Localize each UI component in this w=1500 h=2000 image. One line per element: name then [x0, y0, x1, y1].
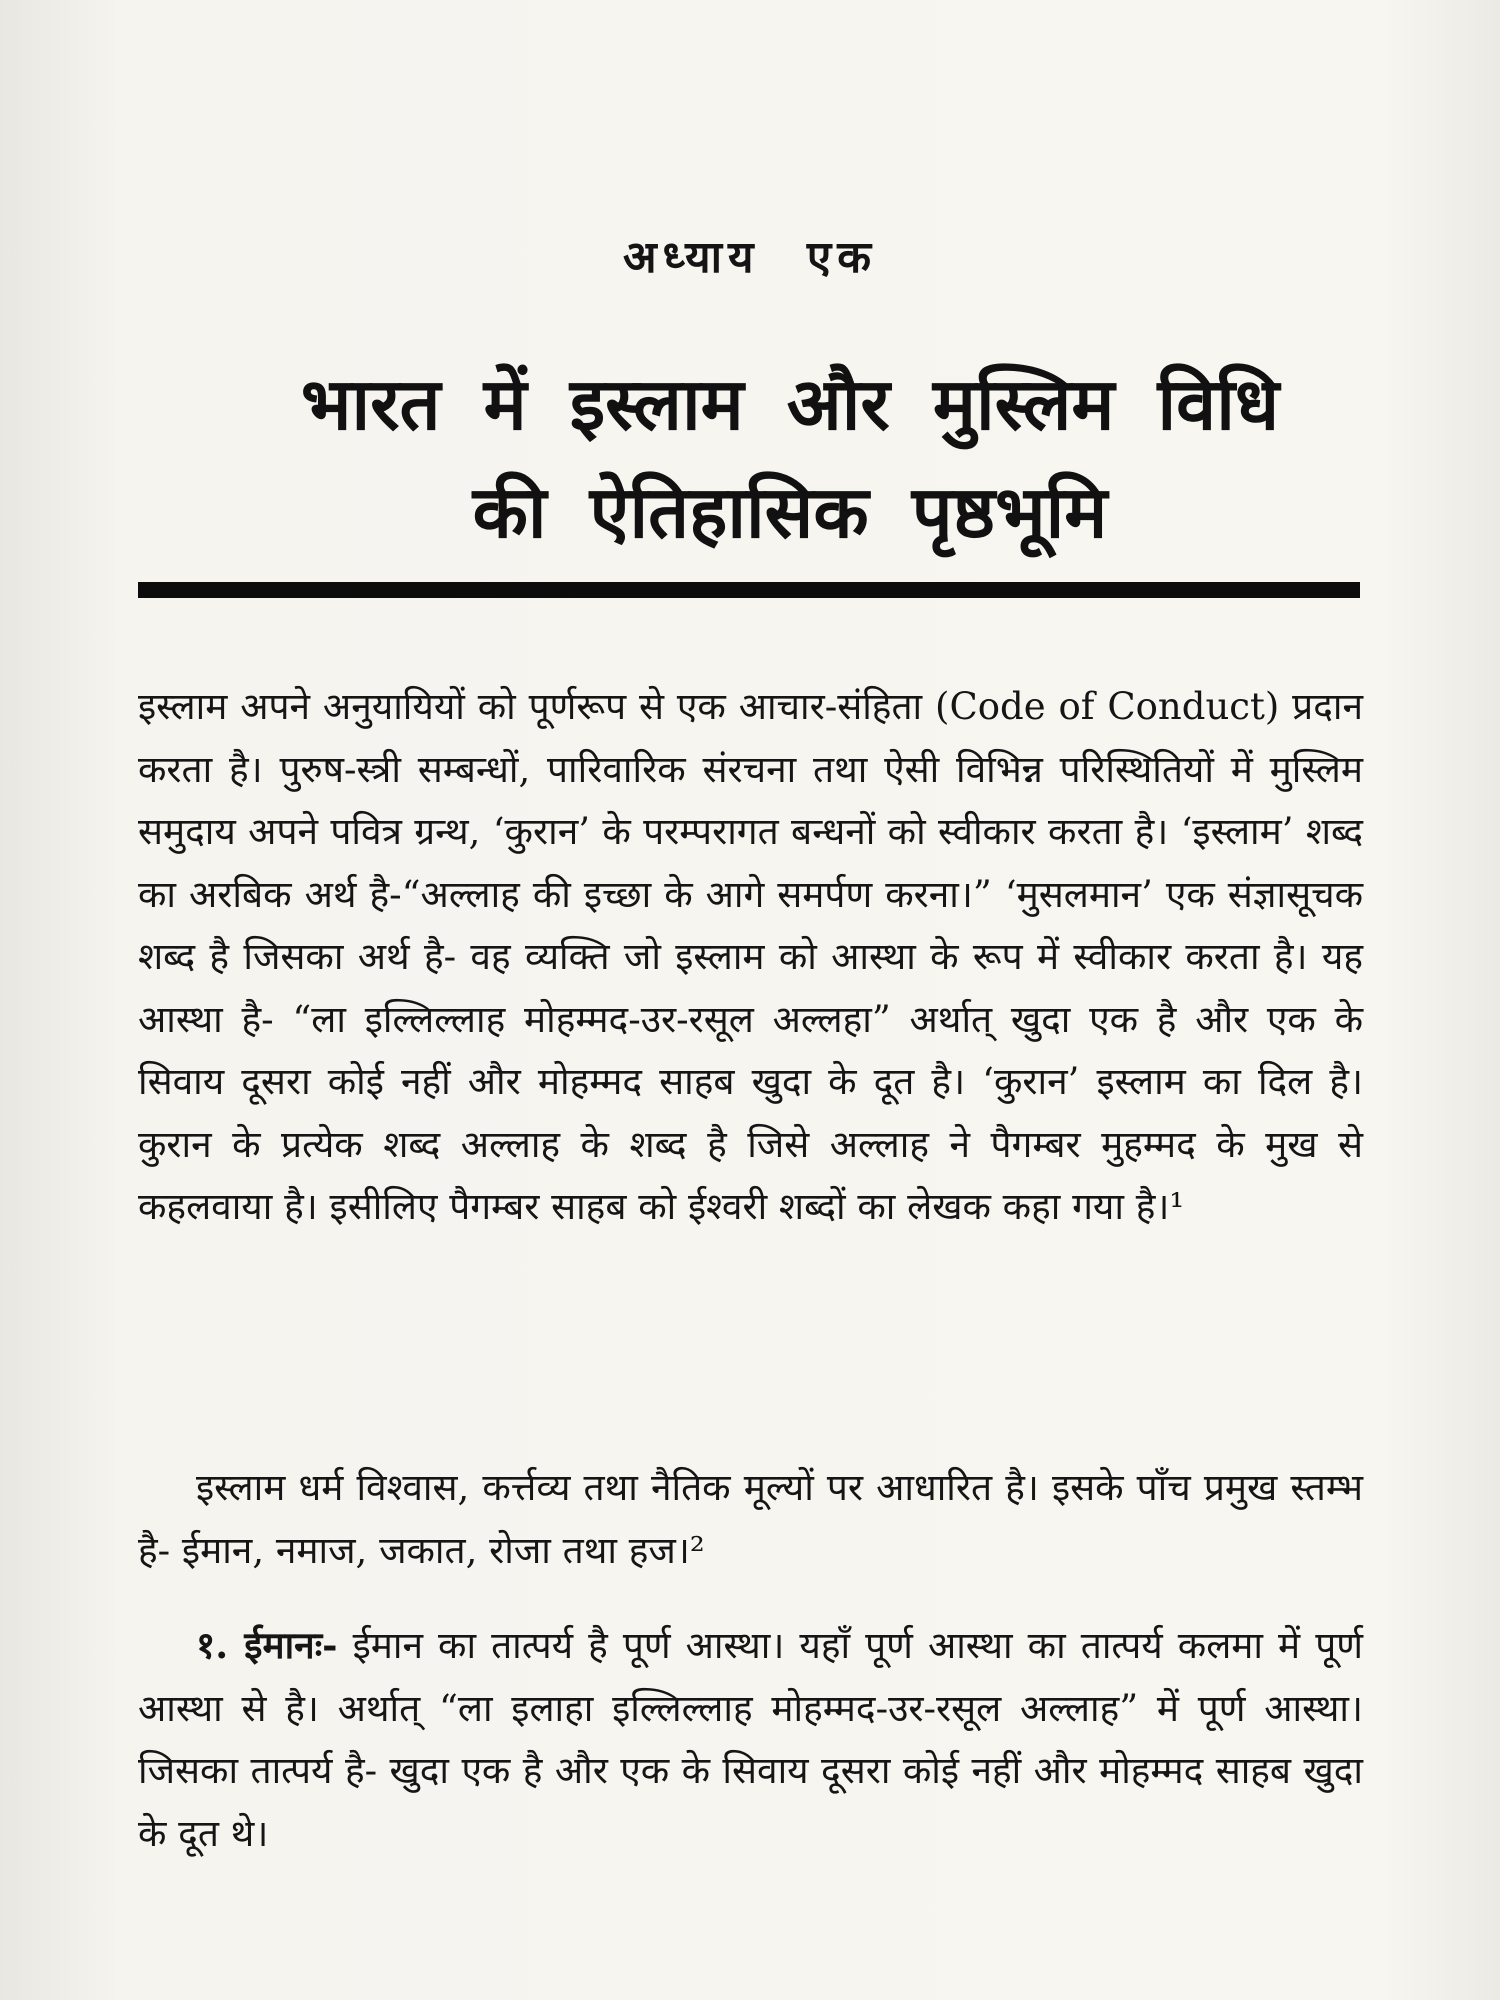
title-divider-rule [138, 582, 1360, 598]
paragraph-intro: इस्लाम अपने अनुयायियों को पूर्णरूप से एक आचार-संहिता (Code of Conduct) प्रदान करता है। पुरुष-स्त्री सम्बन्धों, पारिवारिक संरचना तथा ऐसी विभिन्न परिस्थितियों में मुस्लिम समुदाय अपने पवित्र ग्रन्थ, ‘कुरान’ के परम्परागत बन्धनों को स्वीकार करता है। ‘इस्लाम’ शब्द का अरबिक अर्थ है-“अल्लाह की इच्छा के आगे समर्पण करना।” ‘मुसलमान’ एक संज्ञासूचक शब्द है जिसका अर्थ है- वह व्यक्ति जो इस्लाम को आस्था के रूप में स्वीकार करता है। यह आस्था है- “ला इल्लिल्लाह मोहम्मद-उर-रसूल अल्लहा” अर्थात् खुदा एक है और एक के सिवाय दूसरा कोई नहीं और मोहम्मद साहब खुदा के दूत है। ‘कुरान’ इस्लाम का दिल है। कुरान के प्रत्येक शब्द अल्लाह के शब्द है जिसे अल्लाह ने पैगम्बर मुहम्मद के मुख से कहलवाया है। इसीलिए पैगम्बर साहब को ईश्वरी शब्दों का लेखक कहा गया है।¹ [138, 685, 1363, 1228]
chapter-title-line-1: भारत में इस्लाम और मुस्लिम विधि [300, 362, 1280, 446]
iman-text: ईमान का तात्पर्य है पूर्ण आस्था। यहाँ पूर्ण आस्था का तात्पर्य कलमा में पूर्ण आस्था से है। अर्थात् “ला इलाहा इल्लिल्लाह मोहम्मद-उर-रसूल अल्लाह” में पूर्ण आस्था। जिसका तात्पर्य है- खुदा एक है और एक के सिवाय दूसरा कोई नहीं और मोहम्मद साहब खुदा के दूत थे। [138, 1624, 1363, 1855]
chapter-title [200, 350, 1380, 566]
iman-heading: १. ईमानः- [196, 1623, 338, 1667]
chapter-label: अध्याय एक [622, 232, 878, 283]
paragraph-iman [138, 1614, 1363, 1865]
chapter-title-line-2: की ऐतिहासिक पृष्ठभूमि [472, 470, 1108, 554]
paragraph-pillars: इस्लाम धर्म विश्वास, कर्त्तव्य तथा नैतिक मूल्यों पर आधारित है। इसके पाँच प्रमुख स्तम्भ है- ईमान, नमाज, जकात, रोजा तथा हज।² [138, 1466, 1363, 1572]
